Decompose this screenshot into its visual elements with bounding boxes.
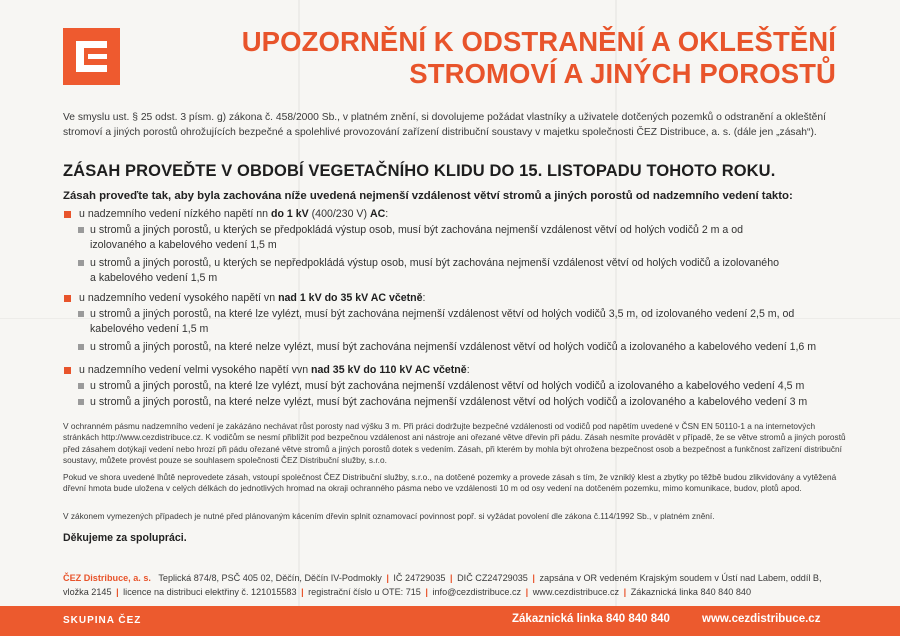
- deadline-headline: ZÁSAH PROVEĎTE V OBDOBÍ VEGETAČNÍHO KLIDU DO 15. LISTOPADU TOHOTO ROKU.: [63, 162, 776, 180]
- grey-bullet-icon: [78, 399, 84, 405]
- heading-text: (400/230 V): [308, 208, 370, 220]
- separator: |: [532, 573, 535, 583]
- hotline-label: Zákaznická linka 840 840 840: [512, 613, 670, 625]
- heading-text: :: [466, 364, 470, 376]
- title-line-2: STROMOVÍ A JINÝCH POROSTŮ: [409, 58, 836, 89]
- section-low-voltage: [63, 207, 853, 286]
- thanks-text: Děkujeme za spolupráci.: [63, 532, 187, 544]
- separator: |: [301, 587, 304, 597]
- heading-bold: nad 1 kV do 35 kV AC včetně: [278, 292, 423, 304]
- red-bullet-icon: [64, 367, 71, 374]
- red-bullet-icon: [64, 295, 71, 302]
- legal-note: V zákonem vymezených případech je nutné před plánovaným kácením dřevin splnit oznamovací povinnost popř. si vyžádat povolení dle zákona č.114/1992 Sb., v platném znění.: [63, 511, 715, 521]
- section-heading: [63, 207, 853, 222]
- company-insert: vložka 2145: [63, 587, 112, 597]
- company-info-line-1: [63, 571, 853, 585]
- intervention-note: Pokud ve shora uvedené lhůtě neprovedete zásah, vstoupí společnost ČEZ Distribuční služby, s.r.o., na dotčené pozemky a provede zásah s tím, že vzniklý klest a zbytky po těžbě budou zlikvidovány a vytěžená dřevní hmota bude uložena v celých délkách do jednotlivých hromad na okraji ochranného pásma nebo ve vzdálenosti 10 m od osy vedení na dotčeném pozemku, mimo komunikace, budov, plotů apod.: [63, 472, 837, 494]
- separator: |: [623, 587, 627, 597]
- list-item: [63, 340, 853, 355]
- heading-text: u nadzemního vedení nízkého napětí nn: [79, 208, 272, 220]
- company-dic: DIČ CZ24729035: [457, 573, 528, 583]
- separator: |: [116, 587, 119, 597]
- page-title: [196, 26, 836, 90]
- heading-text: :: [385, 208, 389, 220]
- list-item: [63, 395, 853, 410]
- item-text: u stromů a jiných porostů, na které lze vylézt, musí být zachována nejmenší vzdálenost větví od holých vodičů 3,5 m, od izolovaného vedení 2,5 m, od kabelového vedení 1,5 m: [90, 308, 795, 335]
- grey-bullet-icon: [78, 383, 84, 389]
- company-email[interactable]: info@cezdistribuce.cz: [432, 587, 522, 597]
- distance-intro: Zásah proveďte tak, aby byla zachována níže uvedená nejmenší vzdálenost větví stromů a jiných porostů od nadzemního vedení takto:: [63, 190, 793, 202]
- heading-bold: nad 35 kV do 110 kV AC včetně: [311, 364, 467, 376]
- separator: |: [386, 573, 389, 583]
- safety-note: V ochranném pásmu nadzemního vedení je zakázáno nechávat růst porosty nad výšku 3 m. Při práci dodržujte bezpečné vzdálenosti od vodičů pod napětím uvedené v ČSN EN 50110-1 a na internetových stránkách http://www.cezdistribuce.cz. K vodičům se nesmí přiblížit pod bezpečnou vzdálenost ani nástroje ani ořezané větve dřevin při pádu. Zásah nesmíte provádět v případě, že se větve stromů a jiných porostů před zásahem dotýkají vedení nebo hrozí při pádu ořezané větve stromů a jiných porostů dotek s vedením. Zásah, při kterém by mohla být ohrožena bezpečnost osob a bezpečnost a funkčnost zařízení distribuční soustavy, můžete provést pouze se souhlasem společnosti ČEZ Distribuční služby, s.r.o.: [63, 421, 846, 466]
- list-item: [63, 223, 783, 253]
- heading-bold: do 1 kV: [271, 208, 309, 220]
- list-item: [63, 379, 853, 394]
- item-text: u stromů a jiných porostů, na které lze vylézt, musí být zachována nejmenší vzdálenost větví od holých vodičů a izolovaného a kabelového vedení 4,5 m: [90, 380, 805, 392]
- separator: |: [525, 587, 529, 597]
- company-brand: ČEZ Distribuce, a. s.: [63, 573, 151, 583]
- company-ote: registrační číslo u OTE: 715: [308, 587, 421, 597]
- section-high-voltage: [63, 291, 853, 355]
- heading-text: u nadzemního vedení vysokého napětí vn: [79, 292, 279, 304]
- company-register: zapsána v OR vedeném Krajským soudem v Ústí nad Labem, oddíl B,: [539, 573, 822, 583]
- section-very-high-voltage: [63, 363, 853, 410]
- heading-bold: AC: [369, 208, 386, 220]
- grey-bullet-icon: [78, 311, 84, 317]
- company-hotline: Zákaznická linka 840 840 840: [630, 587, 752, 597]
- company-address: Teplická 874/8, PSČ 405 02, Děčín, Děčín IV-Podmokly: [158, 573, 382, 583]
- footer-bar: [0, 606, 900, 636]
- cez-logo-icon: [63, 28, 120, 85]
- heading-text: :: [422, 292, 426, 304]
- section-heading: [63, 363, 853, 378]
- section-heading: [63, 291, 853, 306]
- grey-bullet-icon: [78, 344, 84, 350]
- red-bullet-icon: [64, 211, 71, 218]
- company-licence: licence na distribuci elektřiny č. 121015583: [123, 587, 297, 597]
- grey-bullet-icon: [78, 260, 84, 266]
- cez-logo: [63, 28, 120, 85]
- website-link[interactable]: www.cezdistribuce.cz: [702, 613, 821, 625]
- item-text: u stromů a jiných porostů, u kterých se předpokládá výstup osob, musí být zachována nejmenší vzdálenost větví od holých vodičů 2 m a od izolovaného a kabelového vedení 1,5 m: [90, 224, 744, 251]
- company-info: [63, 571, 853, 599]
- separator: |: [450, 573, 453, 583]
- title-line-1: UPOZORNĚNÍ K ODSTRANĚNÍ A OKLEŠTĚNÍ: [241, 26, 836, 57]
- company-web[interactable]: www.cezdistribuce.cz: [532, 587, 620, 597]
- company-info-line-2: [63, 585, 853, 599]
- item-text: u stromů a jiných porostů, na které nelze vylézt, musí být zachována nejmenší vzdálenost větví od holých vodičů a izolovaného a kabelového vedení 3 m: [90, 396, 808, 408]
- separator: |: [425, 587, 428, 597]
- item-text: u stromů a jiných porostů, u kterých se nepředpokládá výstup osob, musí být zachována nejmenší vzdálenost větví od holých vodičů a izolovaného a kabelového vedení 1,5 m: [90, 257, 779, 284]
- heading-text: u nadzemního vedení velmi vysokého napětí vvn: [79, 364, 312, 376]
- list-item: [63, 256, 783, 286]
- list-item: [63, 307, 823, 337]
- company-ico: IČ 24729035: [393, 573, 446, 583]
- grey-bullet-icon: [78, 227, 84, 233]
- group-label: SKUPINA ČEZ: [63, 615, 142, 626]
- intro-paragraph: Ve smyslu ust. § 25 odst. 3 písm. g) zákona č. 458/2000 Sb., v platném znění, si dovolujeme požádat vlastníky a uživatele dotčených pozemků o odstranění a okleštění stromoví a jiných porostů ohrožujících bezpečné a spolehlivé provozování zařízení distribuční soustavy v majetku společnosti ČEZ Distribuce, a. s. (dále jen „zásah“).: [63, 112, 826, 138]
- item-text: u stromů a jiných porostů, na které nelze vylézt, musí být zachována nejmenší vzdálenost větví od holých vodičů a izolovaného a kabelového vedení 1,6 m: [90, 341, 817, 353]
